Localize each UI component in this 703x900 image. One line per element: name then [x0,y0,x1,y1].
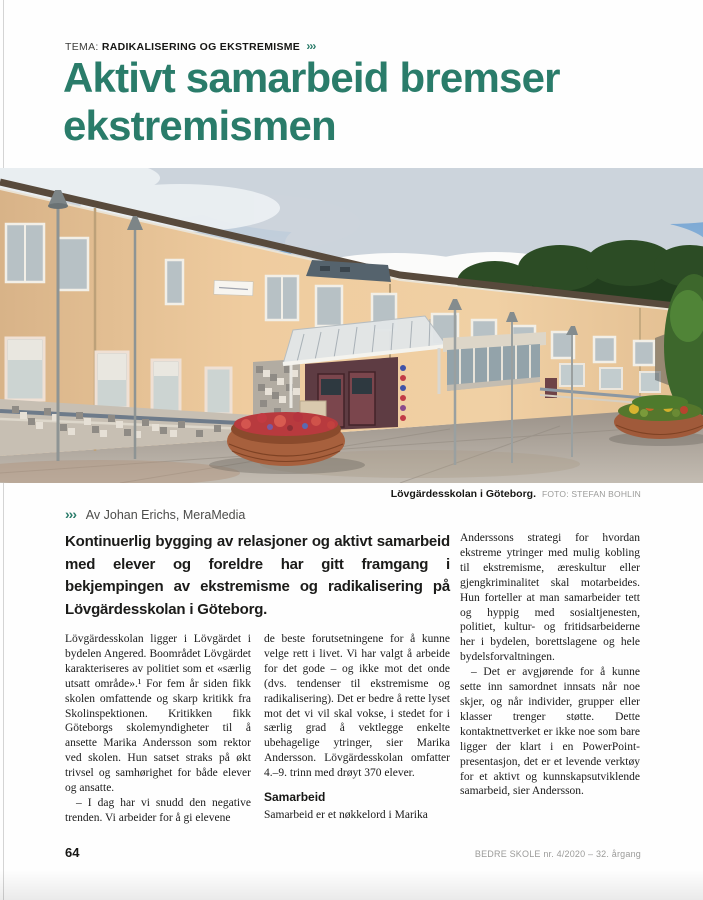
page-title-line2: ekstremismen [63,102,336,149]
photo-credit: FOTO: STEFAN BOHLIN [541,489,641,499]
article-column-3 [460,531,640,826]
school-photo [0,168,703,483]
article-column-1 [65,632,251,826]
byline [65,506,245,522]
page-bottom-shadow [0,870,703,900]
paragraph: Lövgärdesskolan ligger i Lövgärdet i bydelen Angered. Boområdet Lövgärdet karakteriseres av politiet som et «særlig utsatt område».¹ For fem år siden fikk skolen omfattende og skarp kritikk fra Skolinspektionen. Kritikken fikk Göteborgs skolemyndigheter til å ansette Marika Andersson som rektor ved skolen. Hun satset straks på økt trivsel og samhørighet for både elever og ansatte. [65,633,251,795]
paragraph: de beste forutsetningene for å kunne velge rett i livet. Vi har valgt å arbeide for det gode – og ikke mot det onde (dvs. tendenser til ekstremisme og radikalisering). Det er bedre å rette lyset mot det vi vil skal vokse, i stedet for i særlig grad å vektlegge enkelte ubehagelige ytringer, sier Marika Andersson. Lövgärdesskolan omfatter 4.–9. trinn med drøyt 370 elever. [264,633,450,780]
chevron-right-icon: ››› [306,39,316,53]
article-column-2 [264,632,450,826]
page-title-line1: Aktivt samarbeid bremser [63,54,560,101]
kicker [65,39,315,53]
article-left-block [65,531,450,826]
kicker-label: TEMA: [65,41,99,53]
article-intro: Kontinuerlig bygging av relasjoner og aktivt samarbeid med elever og foreldre har gitt framgang i bekjempingen av ekstremisme og radikalisering på Lövgärdesskolan i Göteborg. [65,533,450,618]
page-title [63,54,560,150]
paragraph: – I dag har vi snudd den negative trenden. Vi arbeider for å gi elevene [65,796,251,824]
byline-text: Av Johan Erichs, MeraMedia [85,508,246,522]
section-subhead: Samarbeid [264,790,326,805]
photo-caption [391,488,641,500]
paragraph: – Det er avgjørende for å kunne sette inn samordnet innsats når noe skjer, og når individer, grupper eller klasser trenger støtte. Dette kontaktnettverket er ikke noe som bare ligger der klart i en PowerPoint-presentasjon, det er et levende verktøy for et aktivt og kunnskapsutviklende samarbeid, sier Andersson. [460,666,640,798]
paragraph: Anderssons strategi for hvordan ekstreme ytringer med mulig kobling til ekstremisme, æreskultur eller gjengkriminalitet skal motarbeides. Hun forteller at man samarbeider tett og hyppig med sosialtjenesten, politiet, kultur- og fritidsarbeiderne her i bydelen, borettslagene og hele bydelsforvaltningen. [460,532,640,664]
chevron-right-icon: ››› [65,506,76,522]
paragraph: Samarbeid er et nøkkelord i Marika [264,808,428,821]
page-number: 64 [65,845,80,860]
kicker-title: RADIKALISERING OG EKSTREMISME [101,41,301,53]
photo-caption-text: Lövgärdesskolan i Göteborg. [390,488,537,500]
article-body [65,531,640,826]
journal-issue-label: BEDRE SKOLE nr. 4/2020 – 32. årgang [474,849,641,859]
article-columns [65,632,450,826]
